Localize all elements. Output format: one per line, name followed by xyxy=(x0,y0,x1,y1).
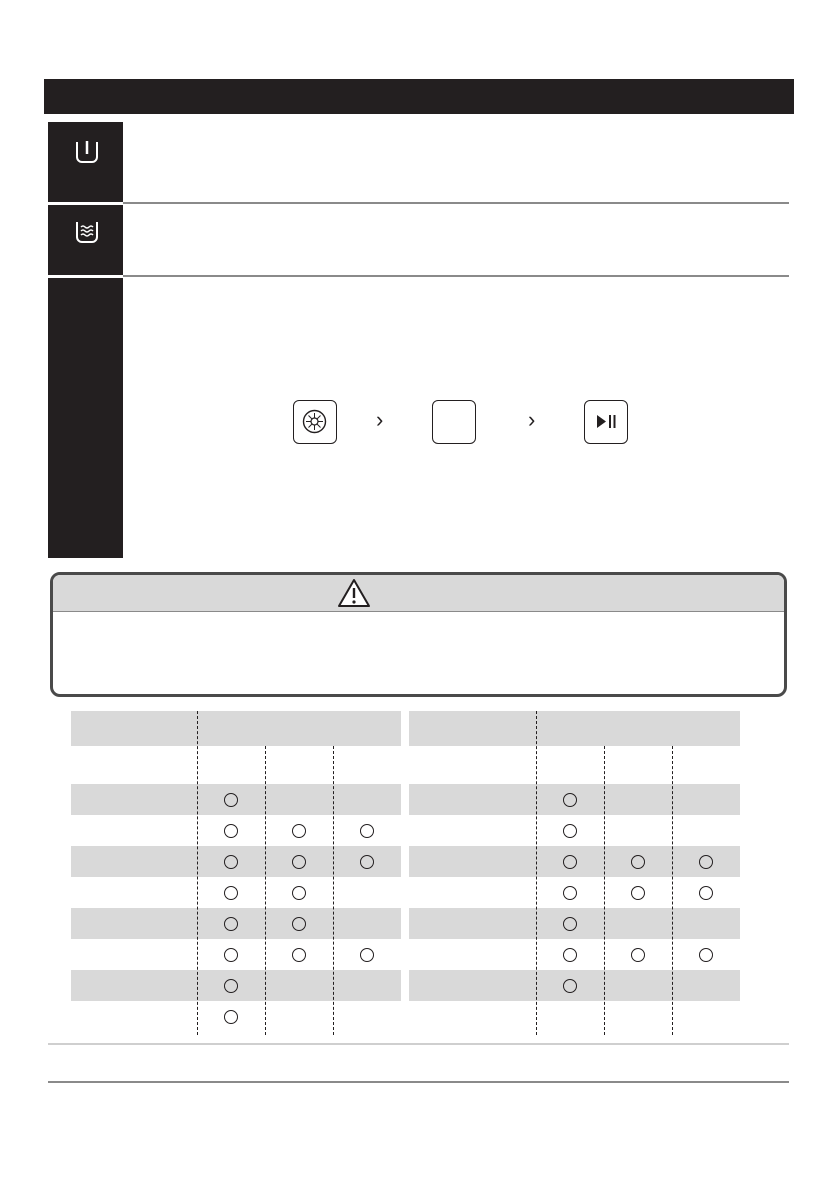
section-header-bar xyxy=(44,79,794,114)
table-mark xyxy=(699,886,713,900)
step-separator-1: › xyxy=(376,407,384,432)
table-mark xyxy=(224,979,238,993)
bottom-rule-light xyxy=(48,1043,789,1045)
table-mark xyxy=(224,824,238,838)
table-mark xyxy=(360,824,374,838)
table-mark xyxy=(563,793,577,807)
caution-header xyxy=(53,575,784,612)
start-pause-button[interactable] xyxy=(584,400,628,444)
water-basin-icon xyxy=(73,218,101,251)
table-mark xyxy=(699,948,713,962)
drain-power-icon xyxy=(73,138,101,171)
warning-triangle-icon xyxy=(337,578,371,608)
table-mark xyxy=(360,855,374,869)
table-mark xyxy=(563,824,577,838)
table-mark xyxy=(224,793,238,807)
table-mark xyxy=(292,855,306,869)
spin-dial-icon xyxy=(294,401,335,442)
table-column-divider xyxy=(536,711,537,1035)
table-mark xyxy=(360,948,374,962)
table-mark xyxy=(563,979,577,993)
table-mark xyxy=(563,855,577,869)
table-column-divider xyxy=(265,746,266,1035)
row-divider-1 xyxy=(123,202,789,204)
table-mark xyxy=(224,1010,238,1024)
bottom-rule-dark xyxy=(48,1081,789,1083)
table-mark xyxy=(631,886,645,900)
step-separator-2: › xyxy=(528,407,536,432)
table-header-1 xyxy=(71,711,401,746)
table-mark xyxy=(699,855,713,869)
table-column-divider xyxy=(197,711,198,1035)
table-mark xyxy=(292,917,306,931)
table-mark xyxy=(563,917,577,931)
spin-button[interactable] xyxy=(293,400,337,444)
select-button[interactable] xyxy=(432,400,476,444)
table-mark xyxy=(224,917,238,931)
icon-column-3 xyxy=(48,278,123,558)
caution-box xyxy=(50,572,787,697)
table-column-divider xyxy=(604,746,605,1035)
table-header-2 xyxy=(409,711,740,746)
table-mark xyxy=(563,886,577,900)
table-mark xyxy=(292,886,306,900)
table-column-divider xyxy=(333,746,334,1035)
table-mark xyxy=(224,855,238,869)
table-mark xyxy=(563,948,577,962)
table-mark xyxy=(224,948,238,962)
table-mark xyxy=(631,948,645,962)
table-mark xyxy=(292,824,306,838)
table-mark xyxy=(292,948,306,962)
play-pause-icon xyxy=(585,401,626,442)
row-divider-2 xyxy=(123,275,789,277)
table-column-divider xyxy=(672,746,673,1035)
table-mark xyxy=(631,855,645,869)
table-mark xyxy=(224,886,238,900)
